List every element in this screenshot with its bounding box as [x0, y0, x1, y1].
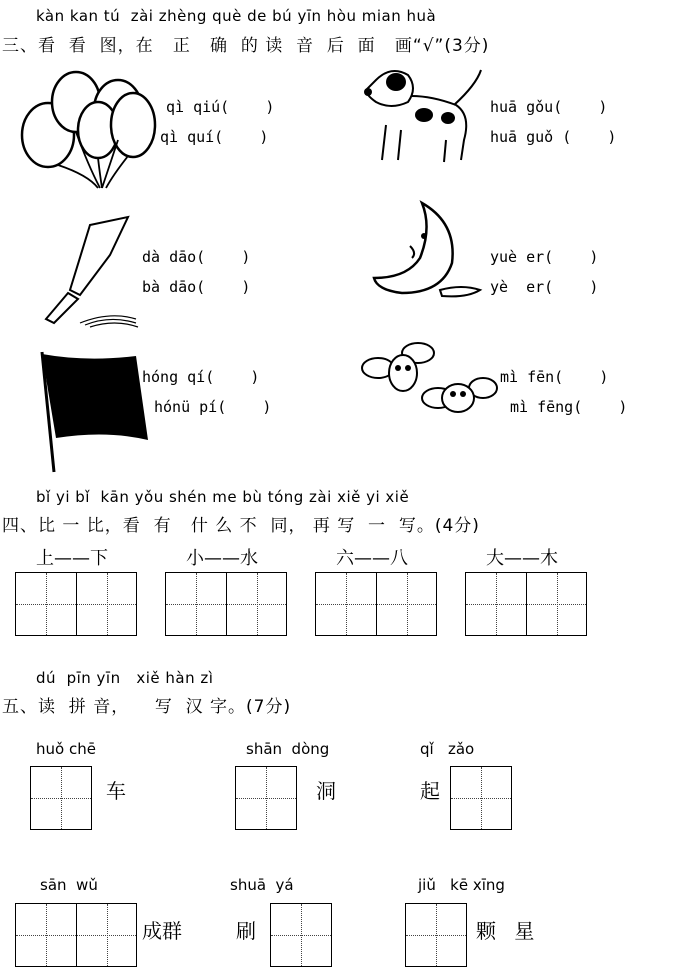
pair-label-3: 六——八 — [336, 548, 408, 569]
sec4-pinyin: bǐ yi bǐ kān yǒu shén me bù tóng zài xiě yi xiě — [36, 488, 410, 506]
item5-grid[interactable] — [270, 903, 332, 967]
balloon-option-2: qì quí( ) — [160, 128, 269, 146]
pair-label-4: 大——木 — [486, 548, 558, 569]
bees-option-1: mì fēn( ) — [500, 368, 609, 386]
moon-option-1: yuè er( ) — [490, 248, 599, 266]
item6-grid[interactable] — [405, 903, 467, 967]
moon-option-2: yè er( ) — [490, 278, 599, 296]
item6-suffix: 颗 星 — [476, 919, 541, 943]
item5-prefix: 刷 — [236, 919, 256, 943]
sec5-heading: 五、读 拼 音， 写 汉 字。(7分) — [2, 697, 292, 717]
item1-pinyin: huǒ chē — [36, 740, 96, 758]
bees-picture — [358, 328, 498, 420]
flag-option-1: hóng qí( ) — [142, 368, 260, 386]
item2-suffix: 洞 — [316, 779, 336, 803]
sec3-heading: 三、看 看 图，在 正 确 的 读 音 后 面 画“√”(3分) — [2, 36, 490, 56]
writing-grid-3[interactable] — [315, 572, 437, 636]
balloon-option-1: qì qiú( ) — [166, 98, 275, 116]
flag-picture — [36, 350, 151, 475]
dog-picture — [346, 60, 486, 168]
item1-suffix: 车 — [106, 779, 126, 803]
sec5-pinyin: dú pīn yīn xiě hàn zì — [36, 669, 214, 687]
writing-grid-1[interactable] — [15, 572, 137, 636]
writing-grid-4[interactable] — [465, 572, 587, 636]
moon-picture — [352, 198, 482, 303]
sec4-heading: 四、比 一 比，看 有 什 么 不 同， 再 写 一 写。(4分) — [2, 516, 480, 536]
item4-suffix: 成群 — [142, 919, 182, 943]
item6-pinyin: jiǔ kē xīng — [418, 876, 505, 894]
writing-grid-2[interactable] — [165, 572, 287, 636]
item5-pinyin: shuā yá — [230, 876, 294, 894]
bees-option-2: mì fēng( ) — [510, 398, 628, 416]
item2-pinyin: shān dòng — [246, 740, 330, 758]
pair-label-1: 上——下 — [36, 548, 108, 569]
flag-option-2: hónü pí( ) — [154, 398, 272, 416]
dog-option-1: huā gǒu( ) — [490, 98, 608, 116]
sword-picture — [40, 215, 140, 330]
sword-option-2: bà dāo( ) — [142, 278, 251, 296]
balloons-picture — [18, 70, 158, 195]
item3-prefix: 起 — [420, 779, 440, 803]
pair-label-2: 小——水 — [186, 548, 258, 569]
item1-grid[interactable] — [30, 766, 92, 830]
item4-grid[interactable] — [15, 903, 137, 967]
item3-pinyin: qǐ zǎo — [420, 740, 475, 758]
item2-grid[interactable] — [235, 766, 297, 830]
sword-option-1: dà dāo( ) — [142, 248, 251, 266]
item3-grid[interactable] — [450, 766, 512, 830]
sec3-pinyin: kàn kan tú zài zhèng què de bú yīn hòu mian huà — [36, 7, 437, 25]
dog-option-2: huā guǒ ( ) — [490, 128, 617, 146]
item4-pinyin: sān wǔ — [40, 876, 98, 894]
